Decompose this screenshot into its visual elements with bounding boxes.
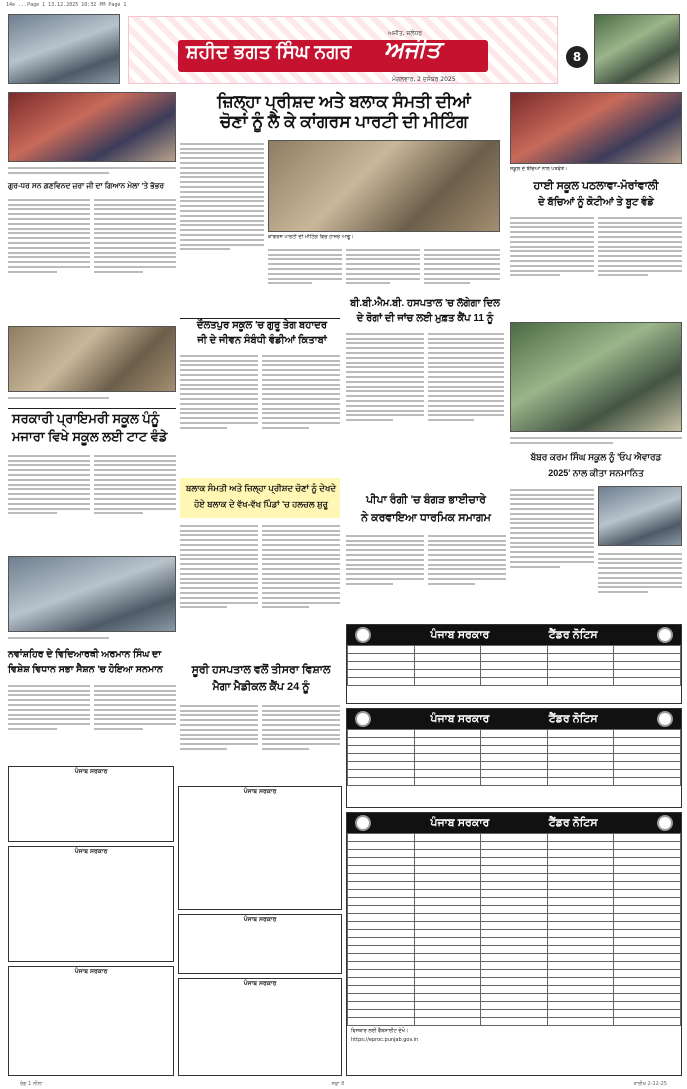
main-caption: ਕਾਂਗਰਸ ਪਾਰਟੀ ਦੀ ਮੀਟਿੰਗ ਵਿਚ ਹਾਜ਼ਰ ਆਗੂ। <box>268 234 354 240</box>
seal-icon <box>657 711 673 727</box>
center2-headline-2: ਦੇ ਰੋਗਾਂ ਦੀ ਜਾਂਚ ਲਈ ਮੁਫ਼ਤ ਕੈਂਪ 11 ਨੂੰ <box>356 313 494 324</box>
photo-right-1 <box>510 92 682 164</box>
center3-headline-2: ਨੇ ਕਰਵਾਇਆ ਧਾਰਮਿਕ ਸਮਾਗਮ <box>361 512 491 524</box>
left3-headline-2: ਵਿਸ਼ੇਸ਼ ਵਿਧਾਨ ਸਭਾ ਸੈਸ਼ਨ 'ਚ ਹੋਇਆ ਸਨਮਾਨ <box>8 664 163 675</box>
main-photo <box>268 140 500 232</box>
left2-body-a <box>8 452 90 554</box>
center1-body-b <box>262 352 340 476</box>
center2-headline-1: ਬੀ.ਬੀ.ਐਮ.ਬੀ. ਹਸਪਤਾਲ 'ਚ ਲੱਗੇਗਾ ਦਿਲ <box>350 298 500 309</box>
masthead-photo-left <box>8 14 120 84</box>
govt-name: ਪੰਜਾਬ ਸਰਕਾਰ <box>430 712 490 725</box>
center1-headline-2: ਜੀ ਦੇ ਜੀਵਨ ਸੰਬੰਧੀ ਵੰਡੀਆਂ ਕਿਤਾਬਾਂ <box>197 335 327 346</box>
right1-headline-2: ਦੇ ਬੱਚਿਆਂ ਨੂੰ ਕੋਟੀਆਂ ਤੇ ਬੂਟ ਵੰਡੇ <box>538 197 654 208</box>
right2-headline-2: 2025' ਨਾਲ ਕੀਤਾ ਸਨਮਾਨਿਤ <box>548 468 644 478</box>
seal-icon <box>355 711 371 727</box>
tender-footer: ਵਿਸਥਾਰ ਲਈ ਵੈੱਬਸਾਈਟ ਦੇਖੋ। <box>351 1028 409 1034</box>
tender-notice-2 <box>346 708 682 808</box>
ad-box-4 <box>178 786 342 910</box>
center4-headline-1: ਸੂਰੀ ਹਸਪਤਾਲ ਵਲੋਂ ਤੀਸਰਾ ਵਿਸ਼ਾਲ <box>191 664 331 676</box>
left3-body-a <box>8 682 90 760</box>
caption-right-2 <box>510 434 682 450</box>
left2-headline-1: ਸਰਕਾਰੀ ਪ੍ਰਾਇਮਰੀ ਸਕੂਲ ਪੰਨੂੰ <box>12 411 160 426</box>
photo-right-2 <box>510 322 682 432</box>
ad-title: ਪੰਜਾਬ ਸਰਕਾਰ <box>243 788 277 795</box>
right1-caption: ਸਕੂਲ ਦੇ ਬੱਚਿਆਂ ਨਾਲ ਪਤਵੰਤੇ। <box>510 166 568 172</box>
caption-left-3 <box>8 634 176 648</box>
footer-right: ਤਾਰੀਖ਼ 2-12-25 <box>633 1081 667 1087</box>
tender-head-1 <box>347 625 681 645</box>
edition-line: ਅਜੀਤ, ਜਲੰਧਰ <box>388 30 423 37</box>
main-body-a <box>180 140 264 316</box>
center2-body-a <box>346 330 424 476</box>
tender-website: https://eproc.punjab.gov.in <box>351 1036 419 1043</box>
right2-body-b <box>598 550 682 620</box>
masthead-photo-right <box>594 14 680 84</box>
right1-body-a <box>510 214 594 318</box>
seal-icon <box>355 627 371 643</box>
footer-center: ਸਫ਼ਾ 8 <box>331 1081 345 1087</box>
footer-left: ਰੰਗ 1 ਨੀਲਾ <box>20 1081 43 1087</box>
center3-body-b <box>428 532 506 620</box>
main-body-b <box>268 246 342 308</box>
main-headline-1: ਜ਼ਿਲ੍ਹਾ ਪ੍ਰੀਸ਼ਦ ਅਤੇ ਬਲਾਕ ਸੰਮਤੀ ਦੀਆਂ <box>217 92 471 111</box>
left3-headline-1: ਨਵਾਂਸ਼ਹਿਰ ਦੇ ਵਿਦਿਆਰਥੀ ਅਰਮਾਨ ਸਿੰਘ ਦਾ <box>8 649 162 660</box>
center3-headline-1: ਪੀਪਾ ਰੰਗੀ 'ਚ ਬੰਗੜ ਭਾਈਚਾਰੇ <box>366 494 486 506</box>
center2-body-b <box>428 330 504 476</box>
caption-left-1 <box>8 164 176 180</box>
left1-headline: ਗੁਰ-ਧਰ ਸਨ ਗਣਵਿਨਦ ਜ਼ਰਾ ਜੀ ਦਾ ਗਿਆਨ ਮੇਲਾ 'ਤੇ ਭੱਭਰ <box>8 181 165 190</box>
divider <box>8 408 176 409</box>
photo-left-3 <box>8 556 176 632</box>
tender-notice-3 <box>346 812 682 1076</box>
yellow-headline-1: ਬਲਾਕ ਸੰਮਤੀ ਅਤੇ ਜ਼ਿਲ੍ਹਾ ਪ੍ਰੀਸ਼ਦ ਚੋਣਾਂ ਨੂੰ ਦੇਖਦੇ <box>186 483 336 493</box>
left2-body-b <box>94 452 176 554</box>
right2-body-a <box>510 486 594 620</box>
main-headline-2: ਚੋਣਾਂ ਨੂੰ ਲੈ ਕੇ ਕਾਂਗਰਸ ਪਾਰਟੀ ਦੀ ਮੀਟਿੰਗ <box>220 112 468 131</box>
notice-title: ਟੈਂਡਰ ਨੋਟਿਸ <box>548 628 598 641</box>
right2-headline-1: ਬੱਬਰ ਕਰਮ ਸਿੰਘ ਸਕੂਲ ਨੂੰ 'ਓਪ ਐਵਾਰਡ <box>530 452 662 462</box>
seal-icon <box>355 815 371 831</box>
ad-title: ਪੰਜਾਬ ਸਰਕਾਰ <box>74 968 108 975</box>
ad-box-1 <box>8 766 174 842</box>
ad-box-5 <box>178 914 342 974</box>
photo-left-1 <box>8 92 176 162</box>
center4-headline-2: ਮੈਗਾ ਮੈਡੀਕਲ ਕੈਂਪ 24 ਨੂੰ <box>212 681 310 693</box>
center4-body-b <box>262 702 340 780</box>
left1-body-b <box>94 196 176 324</box>
center4-body-a <box>180 702 258 780</box>
seal-icon <box>657 815 673 831</box>
section-title: ਸ਼ਹੀਦ ਭਗਤ ਸਿੰਘ ਨਗਰ <box>186 42 352 63</box>
left2-headline-2: ਮਜਾਰਾ ਵਿਖੇ ਸਕੂਲ ਲਈ ਟਾਟ ਵੰਡੇ <box>12 429 168 444</box>
right1-body-b <box>598 214 682 318</box>
print-strip: 14e ...Page 1 13.12.2025 10:32 PM Page 1 <box>6 2 127 8</box>
govt-name: ਪੰਜਾਬ ਸਰਕਾਰ <box>430 628 490 641</box>
right1-headline-1: ਹਾਈ ਸਕੂਲ ਪਠਲਾਵਾ-ਮੋਰਾਂਵਾਲੀ <box>533 180 659 192</box>
ad-title: ਪੰਜਾਬ ਸਰਕਾਰ <box>74 768 108 775</box>
yellow-body-b <box>262 522 340 662</box>
paper-name: ਅਜੀਤ <box>384 37 441 62</box>
page-number: 8 <box>566 46 588 68</box>
ad-box-2 <box>8 846 174 962</box>
divider <box>180 318 340 319</box>
tender-head-3 <box>347 813 681 833</box>
yellow-headline-2: ਹੋਏ ਬਲਾਕ ਦੇ ਵੱਖ-ਵੱਖ ਪਿੰਡਾਂ 'ਚ ਹਲਚਲ ਸ਼ੁਰੂ <box>194 499 328 509</box>
center1-headline-1: ਦੌਲਤਪੁਰ ਸਕੂਲ 'ਚ ਗੁਰੂ ਤੇਗ ਬਹਾਦਰ <box>196 320 328 331</box>
yellow-body-a <box>180 522 258 662</box>
ad-box-3 <box>8 966 174 1076</box>
notice-title: ਟੈਂਡਰ ਨੋਟਿਸ <box>548 816 598 829</box>
print-footer <box>0 1080 687 1089</box>
center1-body-a <box>180 352 258 476</box>
govt-name: ਪੰਜਾਬ ਸਰਕਾਰ <box>430 816 490 829</box>
ad-title: ਪੰਜਾਬ ਸਰਕਾਰ <box>74 848 108 855</box>
left1-body-a <box>8 196 90 324</box>
seal-icon <box>657 627 673 643</box>
photo-right-3 <box>598 486 682 546</box>
ad-title: ਪੰਜਾਬ ਸਰਕਾਰ <box>243 980 277 987</box>
center3-body-a <box>346 532 424 620</box>
notice-title: ਟੈਂਡਰ ਨੋਟਿਸ <box>548 712 598 725</box>
tender-notice-1 <box>346 624 682 704</box>
ad-title: ਪੰਜਾਬ ਸਰਕਾਰ <box>243 916 277 923</box>
caption-left-2 <box>8 394 176 406</box>
date-line: ਮੰਗਲਵਾਰ, 2 ਦਸੰਬਰ 2025 <box>392 76 456 83</box>
tender-head-2 <box>347 709 681 729</box>
photo-left-2 <box>8 326 176 392</box>
left3-body-b <box>94 682 176 760</box>
ad-box-6 <box>178 978 342 1076</box>
